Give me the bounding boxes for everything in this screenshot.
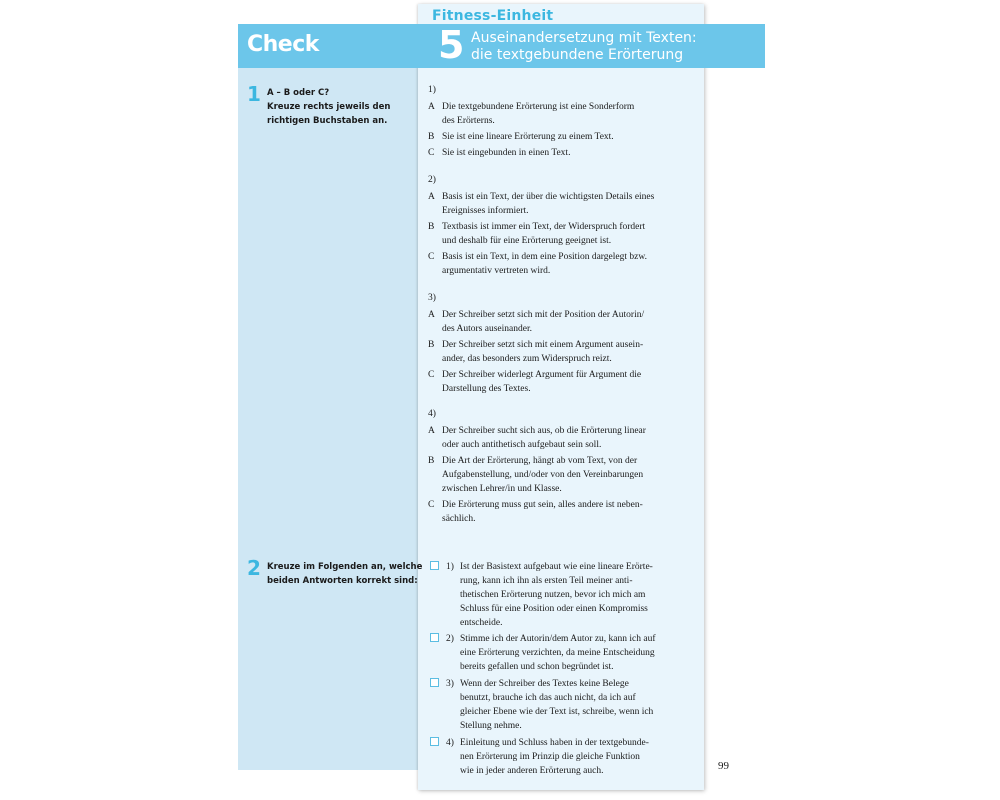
option-text: Die textgebundene Erörterung ist eine Sonderform (442, 102, 635, 112)
option-a (428, 308, 696, 336)
question-number: 1) (428, 85, 436, 95)
answer-text: nen Erörterung im Prinzip die gleiche Funktion (460, 752, 640, 762)
unit-title (471, 30, 761, 64)
answer-text: Stimme ich der Autorin/dem Autor zu, kann ich auf (460, 634, 656, 644)
question-2 (428, 174, 696, 278)
answer-text: gleicher Ebene wie der Text ist, schreibe, wenn ich (460, 707, 654, 717)
option-b (428, 454, 696, 496)
answer-text: bereits gefallen und schon begründet ist. (460, 662, 614, 672)
option-c (428, 368, 696, 396)
option-a (428, 100, 696, 128)
option-text: zwischen Lehrer/in und Klasse. (442, 484, 562, 494)
option-text: des Autors auseinander. (442, 324, 532, 334)
option-text: Darstellung des Textes. (442, 384, 531, 394)
option-text: Die Art der Erörterung, hängt ab vom Text, von der (442, 456, 638, 466)
instruction-line: beiden Antworten korrekt sind: (267, 576, 418, 586)
option-letter: B (428, 132, 435, 142)
question-number: 3) (428, 293, 436, 303)
option-text: Ereignisses informiert. (442, 206, 529, 216)
fitness-label: Fitness-Einheit (432, 8, 554, 24)
option-text: Sie ist eingebunden in einen Text. (442, 148, 571, 158)
answer-text: thetischen Erörterung nutzen, bevor ich mich am (460, 590, 646, 600)
answer-checkbox[interactable] (430, 633, 439, 642)
option-text: Basis ist ein Text, in dem eine Position dargelegt bzw. (442, 252, 647, 262)
answer-number: 1) (446, 562, 454, 572)
page-number: 99 (718, 760, 729, 772)
question-number: 2) (428, 175, 436, 185)
option-letter: C (428, 148, 435, 158)
answer-text: Schluss für eine Position oder einen Kompromiss (460, 604, 648, 614)
option-letter: C (428, 500, 435, 510)
option-text: Der Schreiber setzt sich mit einem Argument ausein- (442, 340, 644, 350)
option-a (428, 424, 696, 452)
unit-title-line: Auseinandersetzung mit Texten: (471, 30, 697, 46)
option-text: Basis ist ein Text, der über die wichtigsten Details eines (442, 192, 655, 202)
task-2-number: 2 (247, 556, 261, 580)
answer-text: Ist der Basistext aufgebaut wie eine lineare Erörte- (460, 562, 653, 572)
answer-checkbox[interactable] (430, 561, 439, 570)
option-b (428, 220, 696, 248)
answer-checkbox[interactable] (430, 678, 439, 687)
option-text: Textbasis ist immer ein Text, der Widerspruch fordert (442, 222, 646, 232)
option-text: Der Schreiber setzt sich mit der Position der Autorin/ (442, 310, 645, 320)
instruction-line: Kreuze im Folgenden an, welche (267, 562, 423, 572)
instruction-line: A – B oder C? (267, 88, 330, 98)
option-b (428, 130, 696, 144)
instruction-line: richtigen Buchstaben an. (267, 116, 388, 126)
answer-text: eine Erörterung verzichten, da meine Entscheidung (460, 648, 655, 658)
task-2-instruction (267, 560, 422, 588)
option-text: Sie ist eine lineare Erörterung zu einem Text. (442, 132, 614, 142)
sidebar-panel (238, 24, 418, 770)
option-text: Die Erörterung muss gut sein, alles andere ist neben- (442, 500, 643, 510)
task-1-instruction (267, 86, 390, 128)
answer-text: rung, kann ich ihn als ersten Teil meiner anti- (460, 576, 633, 586)
answer-text: Einleitung und Schluss haben in der textgebunde- (460, 738, 649, 748)
option-c (428, 250, 696, 278)
answer-text: wie in jeder anderen Erörterung auch. (460, 766, 604, 776)
option-letter: B (428, 340, 435, 350)
option-c (428, 146, 696, 160)
answer-text: Stellung nehme. (460, 721, 522, 731)
option-text: des Erörterns. (442, 116, 495, 126)
option-letter: A (428, 192, 435, 202)
option-text: ander, das besonders zum Widerspruch reizt. (442, 354, 612, 364)
option-text: oder auch antithetisch aufgebaut sein soll. (442, 440, 602, 450)
instruction-line: Kreuze rechts jeweils den (267, 102, 391, 112)
option-letter: B (428, 456, 435, 466)
option-a (428, 190, 696, 218)
answer-number: 3) (446, 679, 454, 689)
question-1 (428, 84, 696, 160)
answer-text: entscheide. (460, 618, 503, 628)
answer-checkbox[interactable] (430, 737, 439, 746)
option-text: argumentativ vertreten wird. (442, 266, 551, 276)
answer-number: 4) (446, 738, 454, 748)
question-number: 4) (428, 409, 436, 419)
answer-number: 2) (446, 634, 454, 644)
unit-number: 5 (438, 23, 465, 67)
option-letter: A (428, 426, 435, 436)
option-text: sächlich. (442, 514, 476, 524)
option-text: Der Schreiber widerlegt Argument für Argument die (442, 370, 642, 380)
option-b (428, 338, 696, 366)
unit-title-line: die textgebundene Erörterung (471, 47, 684, 63)
option-letter: C (428, 370, 435, 380)
option-letter: B (428, 222, 435, 232)
option-letter: A (428, 310, 435, 320)
option-text: Der Schreiber sucht sich aus, ob die Erörterung linear (442, 426, 646, 436)
question-4 (428, 408, 696, 526)
option-text: und deshalb für eine Erörterung geeignet ist. (442, 236, 612, 246)
option-letter: A (428, 102, 435, 112)
task-1-number: 1 (247, 82, 261, 106)
answer-text: Wenn der Schreiber des Textes keine Belege (460, 679, 629, 689)
option-text: Aufgabenstellung, und/oder von den Vereinbarungen (442, 470, 644, 480)
option-letter: C (428, 252, 435, 262)
check-title: Check (247, 32, 319, 57)
answer-text: benutzt, brauche ich das auch nicht, da ich auf (460, 693, 636, 703)
question-3 (428, 292, 696, 396)
option-c (428, 498, 696, 526)
